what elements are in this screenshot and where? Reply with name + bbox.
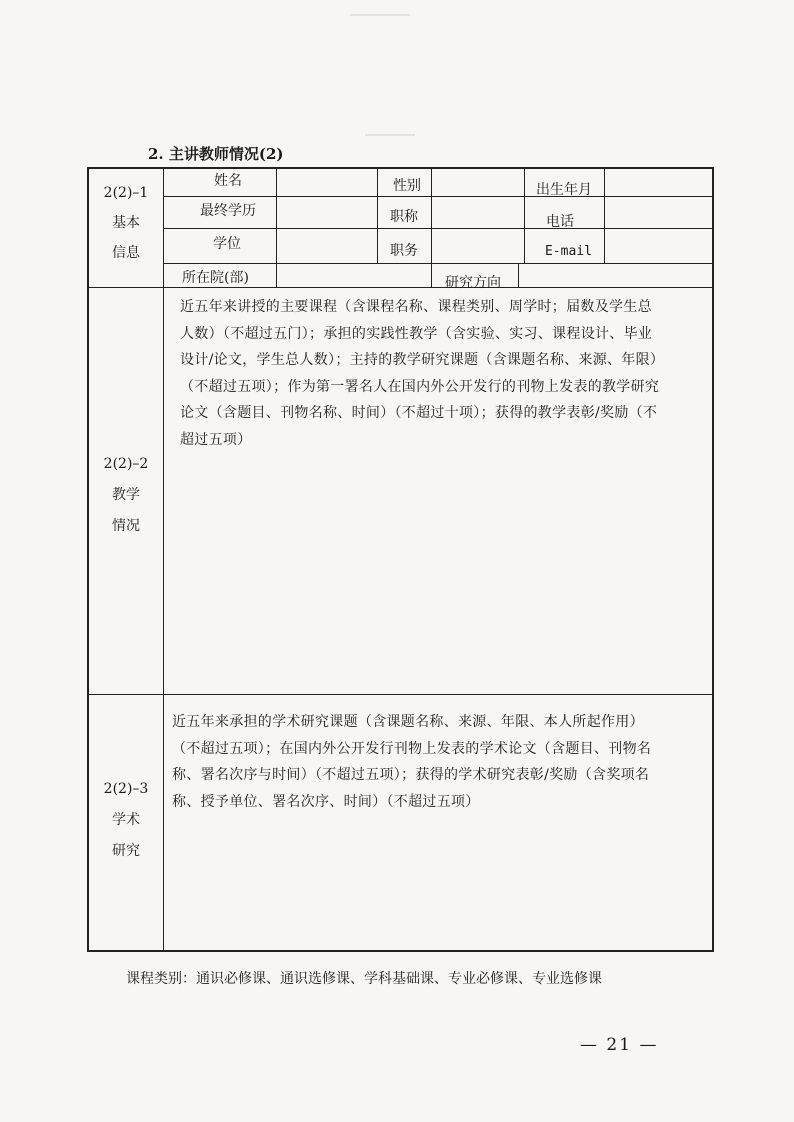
research-instructions: 近五年来承担的学术研究课题（含课题名称、来源、年限、本人所起作用） （不超过五项）；在国内外公开发行刊物上发表的学术论文（含题目、刊物名 称、署名次序与时间）（不超过五项）；获得的学术研究表彰/奖励（含奖项名 称、授予单位、署名次序、时间）（不超过五项） (172, 714, 652, 810)
research-direction-label: 研究方向 (445, 275, 501, 291)
gender-label: 性别 (393, 178, 421, 194)
page-number: — 21 — (580, 1035, 659, 1055)
department-label: 所在院(部) (182, 270, 249, 286)
degree-label: 学位 (213, 236, 241, 252)
teaching-code: 2(2)–2 (103, 456, 149, 472)
course-category-footnote: 课程类别：通识必修课、通识选修课、学科基础课、专业必修课、专业选修课 (126, 971, 602, 987)
title-label: 职称 (390, 209, 418, 225)
research-code: 2(2)–3 (103, 781, 149, 797)
scan-artifact (365, 134, 415, 136)
research-label-2: 研究 (112, 843, 140, 859)
basic-info-label-2: 信息 (112, 245, 140, 261)
teaching-label-1: 教学 (112, 487, 140, 503)
name-label: 姓名 (214, 173, 242, 189)
basic-info-code: 2(2)–1 (103, 185, 149, 201)
basic-info-label-1: 基本 (112, 215, 140, 231)
teaching-instructions: 近五年来讲授的主要课程（含课程名称、课程类别、周学时；届数及学生总 人数）（不超过五门）；承担的实践性教学（含实验、实习、课程设计、毕业 设计/论文，学生总人数）；主持的教学研究课题（含课题名称、来源、年限） （不超过五项）；作为第一署名人在国内外公开发行的刊物上发表的教学研究 论文（含题目、刊物名称、时间）（不超过十项）；获得的教学表彰/奖励（不 超过五项） (180, 299, 665, 448)
scan-artifact (350, 14, 410, 16)
section-title: 2. 主讲教师情况(2) (148, 145, 284, 163)
birth-label: 出生年月 (536, 182, 592, 198)
position-label: 职务 (390, 243, 418, 259)
phone-label: 电话 (546, 214, 574, 230)
teaching-label-2: 情况 (112, 518, 140, 534)
email-label: E-mail (545, 244, 592, 259)
education-label: 最终学历 (200, 203, 256, 219)
research-label-1: 学术 (112, 812, 140, 828)
